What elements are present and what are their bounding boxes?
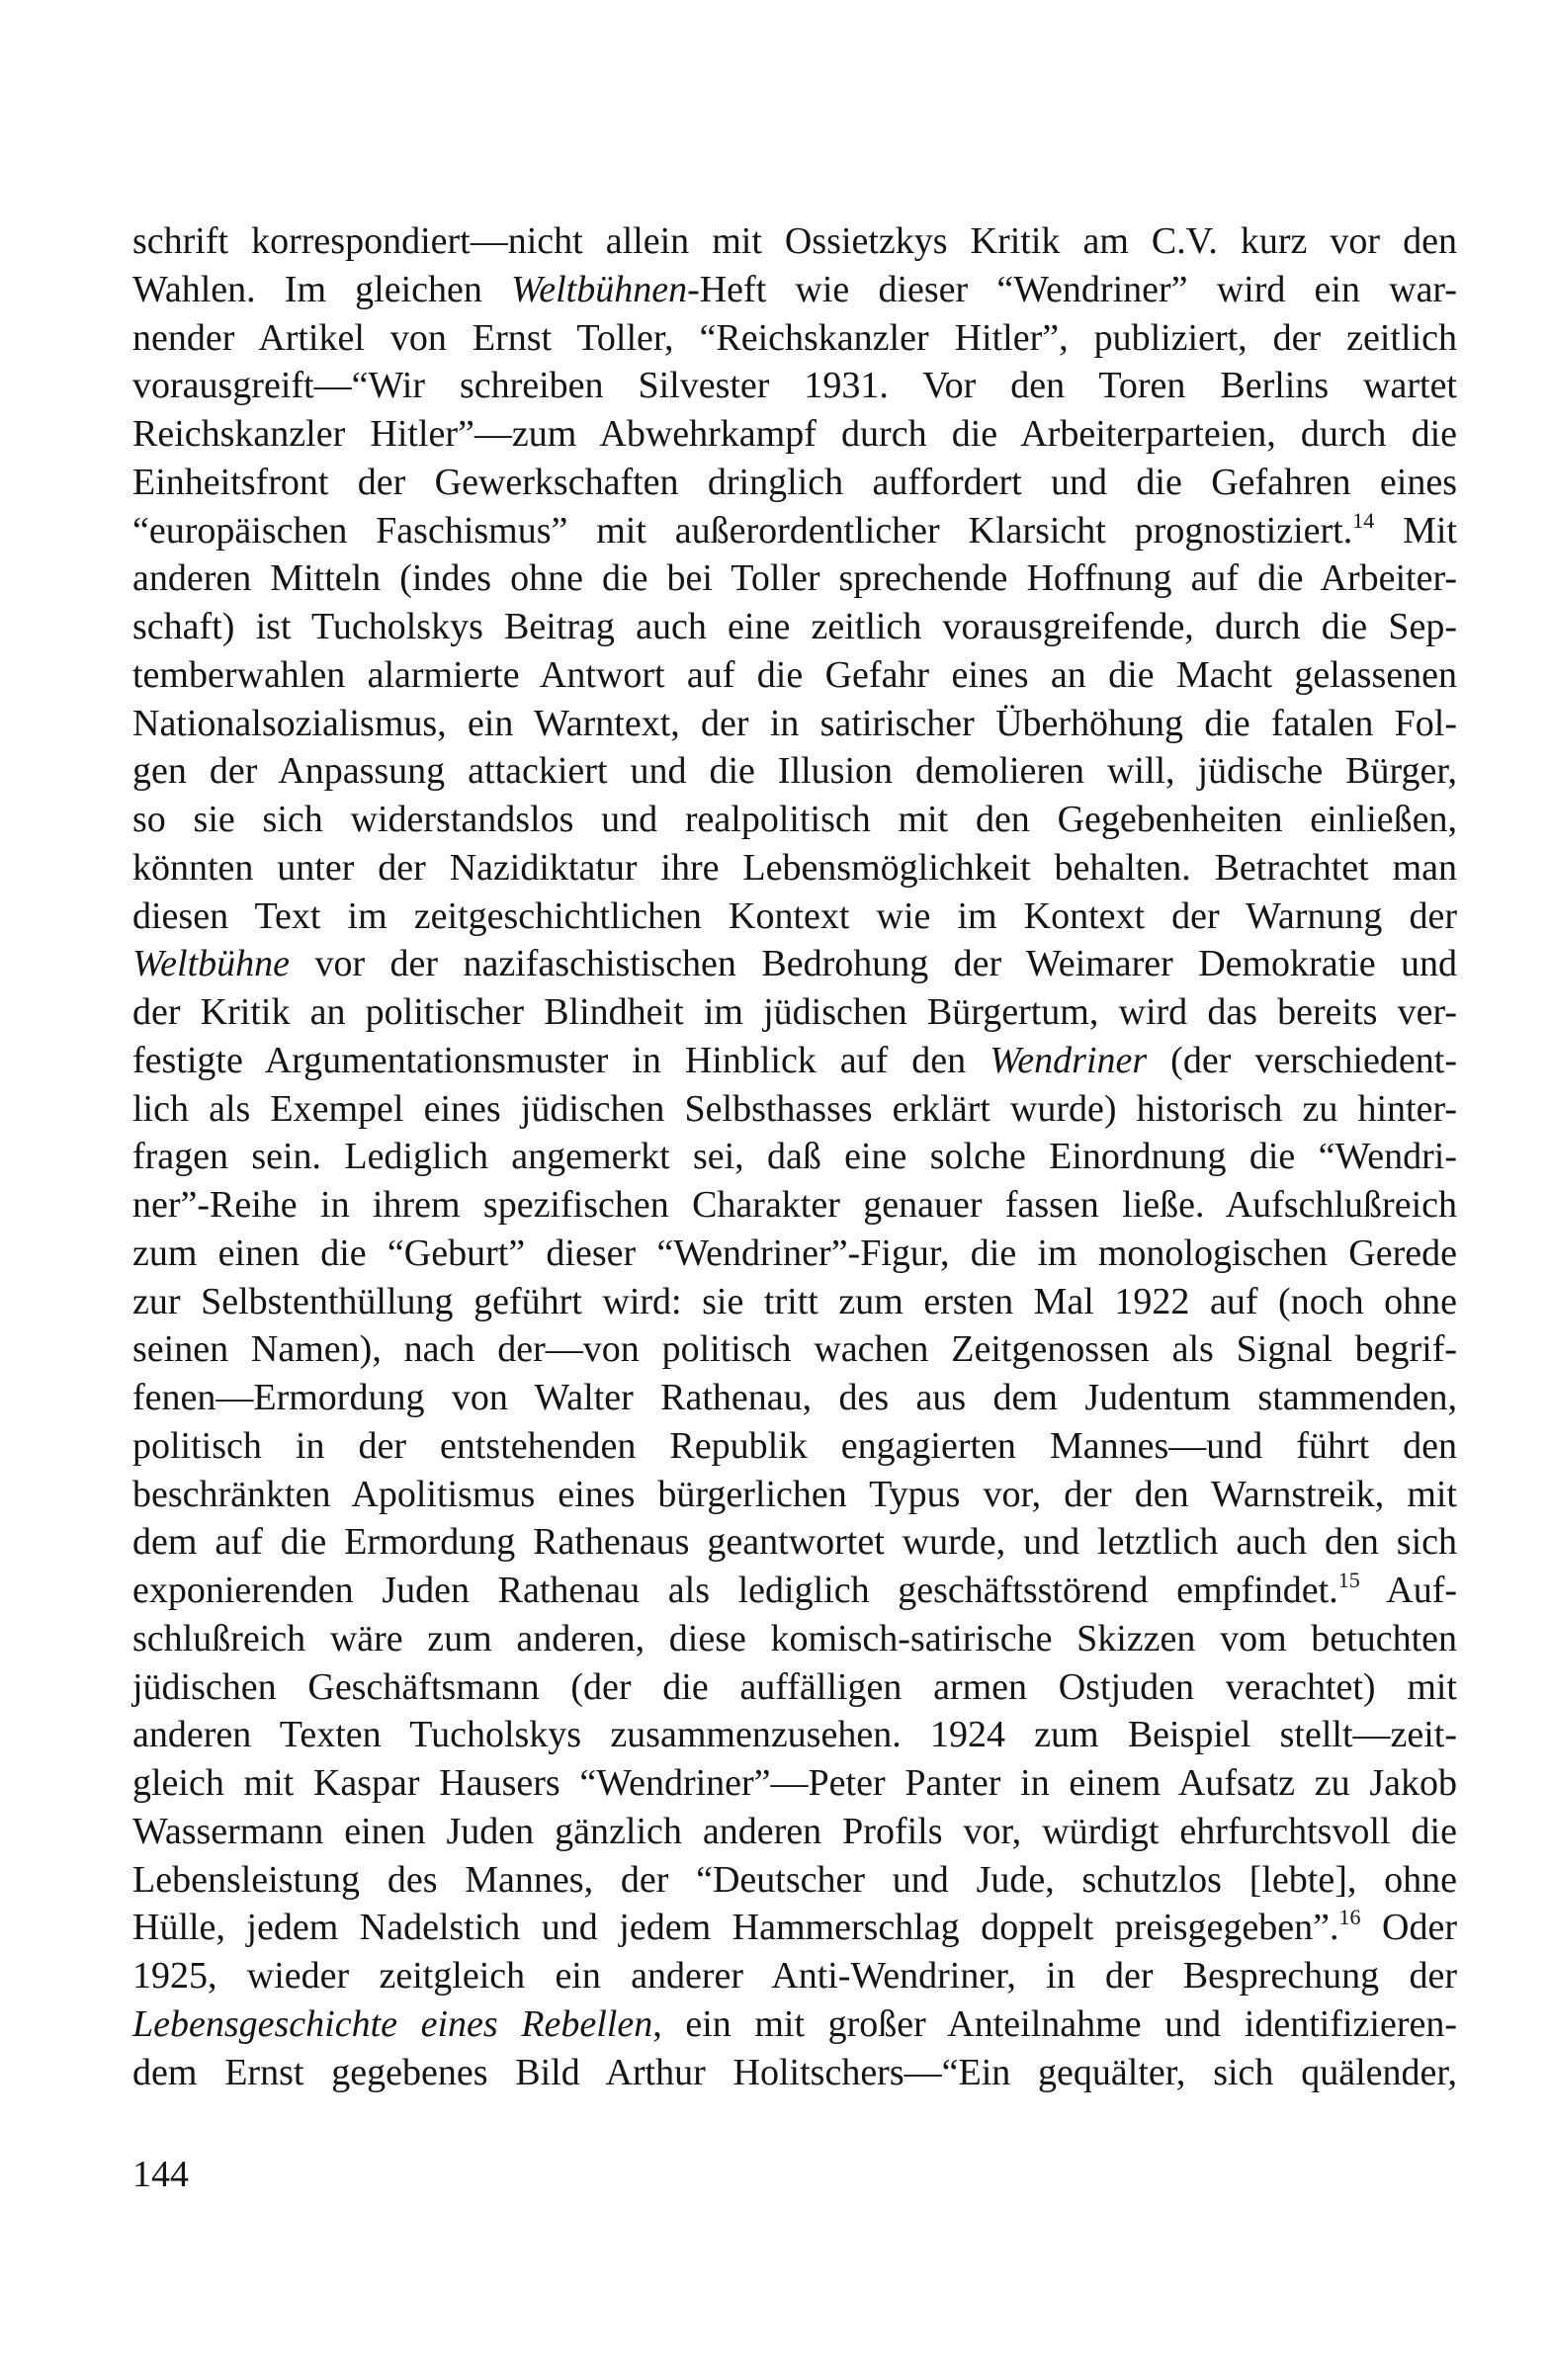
text-segment: (der verschiedent- [1147, 1039, 1457, 1081]
text-line [132, 1374, 1457, 1422]
text-segment: Lebensleistung des Mannes, der “Deutscher und Jude, schutzlos [lebte], ohne [132, 1858, 1457, 1901]
text-line [132, 1663, 1457, 1712]
text-line [132, 266, 1457, 314]
text-segment: dem auf die Ermordung Rathenaus geantwortet wurde, und letztlich auch den sich [132, 1521, 1457, 1564]
text-line [132, 1085, 1457, 1134]
text-segment: Nationalsozialismus, ein Warntext, der in satirischer Überhöhung die fatalen Fol- [132, 702, 1457, 744]
text-line [132, 651, 1457, 700]
text-segment: anderen Mitteln (indes ohne die bei Toller sprechende Hoffnung auf die Arbeiter- [132, 557, 1457, 600]
footnote-reference: 15 [1337, 1568, 1360, 1592]
text-line [132, 1037, 1457, 1085]
text-segment: fenen—Ermordung von Walter Rathenau, des aus dem Judentum stammenden, [132, 1377, 1457, 1418]
text-segment: vor der nazifaschistischen Bedrohung der Weimarer Demokratie und [290, 943, 1457, 985]
text-segment: schaft) ist Tucholskys Beitrag auch eine zeitlich vorausgreifende, durch die Sep- [132, 606, 1457, 647]
text-line [132, 892, 1457, 941]
footnote-reference: 16 [1338, 1905, 1361, 1930]
text-segment: lich als Exempel eines jüdischen Selbsthasses erklärt wurde) historisch zu hinter- [132, 1087, 1457, 1130]
text-line [132, 747, 1457, 796]
text-segment: Hülle, jedem Nadelstich und jedem Hammerschlag doppelt preisgegeben”. [132, 1907, 1339, 1949]
text-segment: Reichskanzler Hitler”—zum Abwehrkampf durch die Arbeiterparteien, durch die [132, 413, 1457, 455]
text-line [132, 1759, 1457, 1808]
text-segment: , ein mit großer Anteilnahme und identifizieren- [652, 2002, 1457, 2045]
text-segment: -Heft wie dieser “Wendriner” wird ein war- [687, 268, 1457, 310]
text-segment: Oder [1360, 1907, 1457, 1949]
text-segment: zum einen die “Geburt” dieser “Wendriner”-Figur, die im monologischen Gerede [132, 1232, 1457, 1274]
text-segment: schrift korrespondiert—nicht allein mit Ossietzkys Kritik am C.V. kurz vor den [132, 220, 1457, 262]
text-line [132, 1325, 1457, 1374]
text-segment: zur Selbstenthüllung geführt wird: sie tritt zum ersten Mal 1922 auf (noch ohne [132, 1280, 1457, 1322]
text-segment: der Kritik an politischer Blindheit im jüdischen Bürgertum, wird das bereits ver- [132, 991, 1457, 1033]
text-line [132, 2049, 1457, 2097]
text-line [132, 1904, 1457, 1952]
text-line [132, 988, 1457, 1037]
text-line [132, 1278, 1457, 1326]
text-segment: 1925, wieder zeitgleich ein anderer Anti-Wendriner, in der Besprechung der [132, 1955, 1457, 1997]
text-line [132, 507, 1457, 555]
text-segment: schlußreich wäre zum anderen, diese komisch-satirische Skizzen vom betuchten [132, 1617, 1457, 1659]
text-line [132, 844, 1457, 892]
text-segment: Auf- [1359, 1570, 1458, 1611]
italic-title: Lebensgeschichte eines Rebellen [132, 2002, 653, 2045]
text-line [132, 603, 1457, 651]
text-segment: gen der Anpassung attackiert und die Illusion demolieren will, jüdische Bürger, [132, 750, 1457, 793]
italic-title: Weltbühnen [511, 268, 688, 310]
text-segment: anderen Texten Tucholskys zusammenzusehen. 1924 zum Beispiel stellt—zeit- [132, 1714, 1457, 1756]
text-segment: gleich mit Kaspar Hausers “Wendriner”—Peter Panter in einem Aufsatz zu Jakob [132, 1762, 1457, 1804]
text-segment: Wassermann einen Juden gänzlich anderen Profils vor, würdigt ehrfurchtsvoll die [132, 1810, 1457, 1852]
text-segment: dem Ernst gegebenes Bild Arthur Holitschers—“Ein gequälter, sich quälender, [132, 2051, 1457, 2093]
text-line [132, 700, 1457, 748]
text-line [132, 1952, 1457, 2000]
text-line [132, 1518, 1457, 1567]
text-segment: ner”-Reihe in ihrem spezifischen Charakter genauer fassen ließe. Aufschlußreich [132, 1184, 1457, 1226]
text-segment: Wahlen. Im gleichen [132, 268, 512, 310]
text-segment: Mit [1374, 509, 1457, 552]
text-line [132, 1567, 1457, 1615]
text-line [132, 410, 1457, 459]
text-line [132, 1711, 1457, 1759]
text-line [132, 940, 1457, 988]
text-line [132, 796, 1457, 844]
text-line [132, 1856, 1457, 1905]
italic-title: Wendriner [990, 1039, 1148, 1081]
text-line [132, 1808, 1457, 1856]
text-segment: beschränkten Apolitismus eines bürgerlichen Typus vor, der den Warnstreik, mit [132, 1473, 1457, 1515]
text-line [132, 554, 1457, 603]
text-segment: nender Artikel von Ernst Toller, “Reichskanzler Hitler”, publiziert, der zeitlich [132, 316, 1457, 359]
text-segment: diesen Text im zeitgeschichtlichen Kontext wie im Kontext der Warnung der [132, 894, 1457, 937]
text-line [132, 1230, 1457, 1278]
text-segment: politisch in der entstehenden Republik engagierten Mannes—und führt den [132, 1424, 1457, 1467]
text-segment: festigte Argumentationsmuster in Hinblick auf den [132, 1039, 990, 1081]
text-segment: könnten unter der Nazidiktatur ihre Lebensmöglichkeit behalten. Betrachtet man [132, 846, 1457, 889]
text-line [132, 1133, 1457, 1181]
page-number: 144 [132, 2154, 189, 2195]
text-segment: fragen sein. Lediglich angemerkt sei, daß eine solche Einordnung die “Wendri- [132, 1136, 1457, 1178]
text-line [132, 2000, 1457, 2049]
text-line [132, 217, 1457, 266]
text-line [132, 1422, 1457, 1471]
text-segment: exponierenden Juden Rathenau als lediglich geschäftsstörend empfindet. [132, 1570, 1338, 1611]
footnote-reference: 14 [1352, 507, 1375, 533]
text-line [132, 362, 1457, 410]
body-text [132, 217, 1457, 2096]
text-line [132, 1181, 1457, 1230]
text-line [132, 459, 1457, 507]
text-line [132, 1471, 1457, 1519]
text-segment: Einheitsfront der Gewerkschaften dringlich auffordert und die Gefahren eines [132, 461, 1457, 503]
italic-title: Weltbühne [132, 943, 291, 985]
text-segment: “europäischen Faschismus” mit außerordentlicher Klarsicht prognostiziert. [132, 509, 1353, 552]
text-line [132, 1615, 1457, 1663]
text-segment: vorausgreift—“Wir schreiben Silvester 1931. Vor den Toren Berlins wartet [132, 365, 1457, 407]
text-line [132, 314, 1457, 363]
text-segment: jüdischen Geschäftsmann (der die auffälligen armen Ostjuden verachtet) mit [132, 1665, 1457, 1708]
text-segment: temberwahlen alarmierte Antwort auf die Gefahr eines an die Macht gelassenen [132, 653, 1457, 696]
text-segment: so sie sich widerstandslos und realpolitisch mit den Gegebenheiten einließen, [132, 799, 1457, 840]
text-segment: seinen Namen), nach der—von politisch wachen Zeitgenossen als Signal begrif- [132, 1328, 1457, 1371]
